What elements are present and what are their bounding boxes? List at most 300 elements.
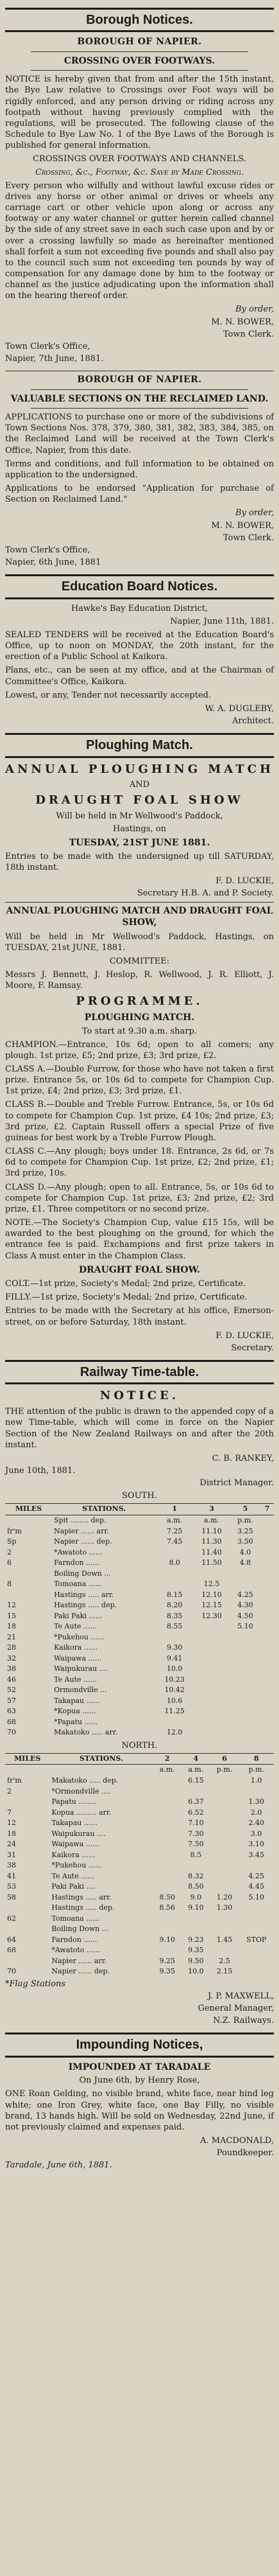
ploughing-signer2-title: Secretary.: [231, 1343, 274, 1353]
railway-signer: C. B. RANKEY,: [212, 1453, 274, 1463]
table-cell: p.m.: [216, 1765, 233, 1774]
education-signer-title: Architect.: [232, 716, 274, 726]
impounding-signer: A. MACDONALD,: [200, 2136, 274, 2146]
table-cell: 7.50: [188, 1840, 204, 1849]
table-cell: [210, 1850, 239, 1861]
table-cell: [193, 1621, 230, 1632]
valuable-signer: M. N. BOWER,: [211, 520, 274, 531]
table-cell: 1.0: [250, 1776, 262, 1785]
table-cell: [260, 1600, 274, 1611]
table-cell: 5.10: [248, 1892, 264, 1901]
ploughing-line2: AND: [129, 780, 150, 790]
table-row: [5, 1776, 274, 1786]
railway-signer-title: District Manager.: [199, 1478, 274, 1488]
table-cell: [5, 1569, 52, 1580]
table-cell: [193, 1696, 230, 1707]
table-cell: a.m.: [167, 1515, 183, 1524]
education-para3: Lowest, or any, Tender not necessarily accepted.: [5, 690, 212, 700]
table-cell: [260, 1526, 274, 1537]
table-cell: 3.0: [250, 1829, 262, 1838]
table-cell: 1.20: [216, 1892, 233, 1901]
table-row: [5, 1860, 274, 1871]
table-cell: 10.0: [166, 1664, 183, 1673]
ploughing-item: CLASS A.—Double Furrow, for those who have not taken a first prize. Entrance 5s, or 10s 6d to compete for Champion Cup. 1st prize, £4; 2nd prize, £3; 3rd prize, £1.: [5, 1064, 274, 1097]
table-cell: 6.15: [188, 1776, 204, 1785]
table-cell: [230, 1685, 260, 1696]
table-cell: [210, 1786, 239, 1797]
table-cell: 63: [7, 1707, 16, 1716]
table-cell: Hastings ..... dep.: [51, 1903, 115, 1912]
table-cell: 6.52: [188, 1808, 204, 1817]
education-office: Hawke's Bay Education District,: [71, 603, 208, 613]
table-cell: [210, 1808, 239, 1819]
table-header-cell: 4: [182, 1753, 210, 1765]
table-cell: 9.35: [159, 1967, 175, 1976]
table-row: [5, 1797, 274, 1808]
table-cell: 11.50: [201, 1558, 222, 1567]
table-cell: 4.45: [248, 1882, 264, 1891]
impounding-header: Impounding Notices,: [76, 2038, 203, 2052]
table-cell: [193, 1727, 230, 1738]
table-row: [5, 1850, 274, 1861]
ploughing-line5: Hastings, on: [113, 824, 166, 834]
table-cell: [153, 1818, 182, 1829]
table-cell: 38: [7, 1664, 16, 1673]
table-row: [5, 1765, 274, 1776]
table-cell: 58: [7, 1892, 16, 1901]
table-cell: 46: [7, 1675, 16, 1684]
table-row: [5, 1818, 274, 1829]
table-cell: [239, 1786, 274, 1797]
table-cell: fr'm: [7, 1776, 22, 1785]
table-cell: [153, 1839, 182, 1850]
table-cell: *Pukehou ......: [54, 1632, 105, 1641]
table-cell: [260, 1664, 274, 1675]
table-header-row: [5, 1753, 274, 1765]
ploughing-committee-label: COMMITTEE:: [109, 956, 170, 966]
table-row: [5, 1643, 274, 1654]
crossing-title: BOROUGH OF NAPIER.: [77, 37, 202, 48]
table-cell: [49, 1765, 153, 1776]
table-cell: Hastings ..... dep.: [54, 1601, 117, 1610]
table-cell: [210, 1818, 239, 1829]
crossing-office: Town Clerk's Office,: [5, 341, 90, 351]
table-cell: [210, 1882, 239, 1892]
newspaper-column: [5, 0, 274, 2180]
table-cell: 41: [7, 1871, 16, 1880]
table-cell: Paki Paki ......: [54, 1611, 103, 1620]
railway-header: Railway Time-table.: [80, 1365, 199, 1380]
table-row: [5, 1829, 274, 1840]
south-timetable: [5, 1503, 274, 1738]
table-cell: Sp: [7, 1537, 17, 1546]
table-cell: *Papatu ......: [54, 1717, 98, 1726]
crossing-notice: [5, 36, 274, 364]
table-cell: Te Aute ......: [51, 1871, 95, 1880]
table-cell: 8.5: [190, 1850, 202, 1859]
table-cell: Waipukurau ....: [54, 1664, 108, 1673]
table-cell: Waipawa ......: [54, 1654, 102, 1663]
table-cell: [5, 1765, 49, 1776]
table-cell: [260, 1515, 274, 1526]
crossing-para3: Crossing, &c., Footway, &c. Save by Made Crossing.: [35, 167, 244, 177]
borough-header-band: [5, 8, 274, 32]
table-cell: 9.50: [188, 1956, 204, 1965]
valuable-office: Town Clerk's Office,: [5, 545, 90, 555]
table-row: [5, 1808, 274, 1819]
table-cell: Makatoko ..... dep.: [51, 1776, 119, 1785]
table-cell: 31: [7, 1850, 16, 1859]
impounding-date-line: On June 6th, by Henry Rose,: [79, 2076, 200, 2086]
table-cell: [239, 1860, 274, 1871]
table-cell: 5.10: [237, 1622, 253, 1631]
table-cell: [260, 1569, 274, 1580]
table-cell: *Ormondville ....: [51, 1786, 111, 1795]
table-cell: 7.10: [188, 1819, 204, 1828]
education-para2: Plans, etc., can be seen at my office, and at the Chairman of Committee's Office, Kaikora.: [5, 666, 274, 687]
table-cell: [5, 1515, 52, 1526]
table-cell: 4.8: [239, 1558, 251, 1567]
ploughing-signer2: F. D. LUCKIE,: [216, 1330, 274, 1341]
valuable-signer-title: Town Clerk.: [223, 533, 274, 543]
table-cell: [230, 1569, 260, 1580]
divider: [31, 408, 248, 409]
table-cell: 18: [7, 1622, 16, 1631]
table-cell: 10.23: [164, 1675, 185, 1684]
valuable-order: By order,: [235, 508, 274, 518]
ploughing-item: CLASS D.—Any plough; open to all. Entrance, 5s, or 10s 6d to compete for Champion Cup. 1st prize, £3; 2nd prize, £2; 3rd prize, £1. Three competitors or no second prize.: [5, 1182, 274, 1214]
table-cell: a.m.: [188, 1765, 204, 1774]
table-header-cell: 2: [153, 1753, 182, 1765]
railway-notice: [5, 1388, 274, 2026]
table-cell: [230, 1717, 260, 1728]
table-cell: [193, 1569, 230, 1580]
crossing-signer: M. N. BOWER,: [211, 317, 274, 327]
valuable-para2: Terms and conditions, and full information to be obtained on application to the undersigned.: [5, 459, 274, 480]
table-cell: Boiling Down ...: [51, 1925, 109, 1934]
railway-para1: THE attention of the public is drawn to the appended copy of a new Time-table, which will come in force on the Napier Section of the New Zealand Railways on and after the 20th instant.: [5, 1407, 274, 1450]
table-cell: Tomoana ......: [54, 1580, 102, 1589]
table-cell: [239, 1903, 274, 1914]
table-cell: 9.35: [188, 1946, 204, 1955]
table-cell: Kaikora ......: [51, 1850, 96, 1859]
table-cell: 8.35: [166, 1611, 183, 1620]
table-cell: 38: [7, 1861, 16, 1870]
table-row: [5, 1882, 274, 1892]
table-cell: [260, 1696, 274, 1707]
table-cell: 68: [7, 1717, 16, 1726]
table-cell: 8.20: [166, 1601, 183, 1610]
borough-header: Borough Notices.: [86, 13, 193, 27]
table-cell: Kaikora ......: [54, 1643, 97, 1652]
table-cell: 7: [7, 1808, 12, 1817]
table-cell: 57: [7, 1696, 16, 1705]
impounding-signer-title: Poundkeeper.: [216, 2148, 274, 2158]
table-header-cell: 3: [193, 1504, 230, 1515]
table-cell: *Pukehou ......: [51, 1861, 102, 1870]
table-cell: [230, 1706, 260, 1717]
table-row: [5, 1632, 274, 1643]
table-cell: fr'm: [7, 1526, 22, 1535]
table-row: [5, 1537, 274, 1548]
table-cell: 70: [7, 1967, 16, 1976]
ploughing-signer: F. D. LUCKIE,: [216, 876, 274, 887]
ploughing-match-start: To start at 9.30 a.m. sharp.: [82, 1026, 197, 1036]
table-header-cell: 5: [230, 1504, 260, 1515]
table-cell: [260, 1590, 274, 1601]
table-cell: 3.45: [248, 1850, 264, 1859]
table-cell: 9.10: [188, 1903, 204, 1912]
table-cell: 64: [7, 1935, 16, 1944]
table-header-cell: 7: [260, 1504, 274, 1515]
table-cell: [153, 1871, 182, 1882]
impounding-place-date: Taradale, June 6th, 1881.: [5, 2160, 112, 2171]
divider: [31, 51, 248, 52]
table-row: [5, 1935, 274, 1946]
table-cell: 10.0: [188, 1967, 204, 1976]
table-header-cell: MILES: [5, 1504, 52, 1515]
table-cell: [182, 1786, 210, 1797]
table-cell: Waipawa ......: [51, 1840, 99, 1849]
table-row: [5, 1914, 274, 1925]
table-cell: [230, 1675, 260, 1686]
table-cell: 28: [7, 1643, 16, 1652]
education-header-band: [5, 574, 274, 599]
table-cell: Takapau ......: [51, 1819, 97, 1828]
table-cell: p.m.: [248, 1765, 264, 1774]
ploughing-foal-title: DRAUGHT FOAL SHOW.: [79, 1264, 200, 1275]
ploughing-match-title: PLOUGHING MATCH.: [84, 1012, 195, 1023]
table-cell: [193, 1717, 230, 1728]
north-label: NORTH.: [121, 1740, 158, 1751]
crossing-subtitle: CROSSING OVER FOOTWAYS.: [63, 55, 216, 66]
table-cell: [230, 1696, 260, 1707]
table-cell: Takapau ......: [54, 1696, 100, 1705]
table-cell: 53: [7, 1882, 16, 1891]
table-header-cell: STATIONS.: [49, 1753, 153, 1765]
education-signer: W. A. DUGLEBY,: [205, 703, 274, 714]
table-cell: 8.56: [159, 1903, 175, 1912]
table-cell: 21: [7, 1632, 16, 1641]
railway-signer2-org: N.Z. Railways.: [213, 2016, 274, 2026]
table-row: [5, 1871, 274, 1882]
valuable-para1: APPLICATIONS to purchase one or more of the subdivisions of Town Sections Nos. 378, 379, 380, 381, 382, 383, 384, 385, on the Reclaimed Land will be received at the Town Clerk's Office, Napier, from this date.: [5, 412, 274, 455]
table-cell: [193, 1706, 230, 1717]
table-row: [5, 1892, 274, 1903]
ploughing-line6: TUESDAY, 21ST JUNE 1881.: [69, 837, 210, 848]
table-header-cell: MILES: [5, 1753, 49, 1765]
divider: [5, 902, 274, 903]
table-cell: Waipukurau ....: [51, 1829, 106, 1838]
table-cell: [230, 1727, 260, 1738]
table-cell: 1.30: [248, 1797, 264, 1806]
table-row: [5, 1839, 274, 1850]
table-cell: [260, 1675, 274, 1686]
divider: [31, 389, 248, 390]
table-cell: 11.30: [201, 1537, 222, 1546]
ploughing-line4: Will be held in Mr Wellwood's Paddock,: [56, 811, 223, 822]
table-row: [5, 1664, 274, 1675]
table-cell: 8.15: [166, 1590, 183, 1599]
crossing-signer-title: Town Clerk.: [223, 329, 274, 339]
valuable-title: BOROUGH OF NAPIER.: [77, 375, 202, 385]
table-cell: Farndon ......: [51, 1935, 97, 1944]
table-cell: [260, 1643, 274, 1654]
table-cell: 9.41: [166, 1654, 183, 1663]
railway-date: June 10th, 1881.: [5, 1466, 76, 1476]
table-row: [5, 1579, 274, 1590]
table-cell: Farndon ......: [54, 1558, 100, 1567]
table-cell: [260, 1727, 274, 1738]
table-cell: 9.23: [188, 1935, 204, 1944]
table-cell: 8.55: [166, 1622, 183, 1631]
table-cell: [210, 1945, 239, 1956]
table-cell: [210, 1914, 239, 1925]
table-cell: 9.30: [166, 1643, 183, 1652]
table-cell: 12: [7, 1601, 16, 1610]
table-cell: [193, 1664, 230, 1675]
table-cell: 70: [7, 1728, 16, 1737]
crossing-date: Napier, 7th June, 1881.: [5, 354, 104, 364]
table-row: [5, 1706, 274, 1717]
table-row: [5, 1558, 274, 1569]
valuable-para3: Applications to be endorsed "Application for purchase of Section on Reclaimed Land.": [5, 484, 274, 505]
table-cell: [239, 1924, 274, 1935]
education-notice: [5, 603, 274, 727]
railway-signer2-title: General Manager,: [198, 2004, 274, 2014]
table-cell: 3.10: [248, 1840, 264, 1849]
table-cell: [260, 1579, 274, 1590]
impounding-header-band: [5, 2033, 274, 2057]
ploughing-item: CLASS B.—Double and Treble Furrow. Entrance, 5s, or 10s 6d to compete for Champion Cup. 1st prize, £4 10s; 2nd prize, £3; 3rd prize, £2. Captain Russell offers a special Prize of five guineas for best work by a Treble Furrow Plough.: [5, 1100, 274, 1143]
valuable-notice: [5, 374, 274, 568]
table-cell: [230, 1632, 260, 1643]
table-cell: [153, 1797, 182, 1808]
table-row: [5, 1786, 274, 1797]
table-cell: [5, 1797, 49, 1808]
impounding-notice: [5, 2061, 274, 2171]
table-cell: *Kopua ......: [54, 1707, 96, 1716]
education-header: Education Board Notices.: [61, 579, 218, 594]
table-cell: 12.10: [201, 1590, 222, 1599]
table-cell: 12.15: [201, 1601, 222, 1610]
ploughing-foal-entries: Entries to be made with the Secretary at his office, Emerson-street, on or before Saturday, 18th instant.: [5, 1306, 274, 1327]
table-cell: 1.45: [216, 1935, 233, 1944]
railway-flag: *Flag Stations: [5, 1979, 66, 1989]
table-cell: [156, 1717, 193, 1728]
table-cell: [193, 1675, 230, 1686]
table-cell: Boiling Down ...: [54, 1569, 111, 1578]
table-cell: [153, 1945, 182, 1956]
ploughing-colt: COLT.—1st prize, Society's Medal; 2nd prize, Certificate.: [5, 1279, 246, 1289]
table-cell: 62: [7, 1914, 16, 1923]
table-header-cell: 1: [156, 1504, 193, 1515]
impounding-title: IMPOUNDED AT TARADALE: [68, 2061, 211, 2072]
ploughing-item: NOTE.—The Society's Champion Cup, value £15 15s, will be awarded to the best ploughing on the ground, for which the entrance fee is paid. Exchampions and first prize takers in Class A must enter in the Champion Class.: [5, 1218, 274, 1261]
table-cell: 10.42: [164, 1686, 185, 1695]
table-cell: 8.50: [188, 1882, 204, 1891]
table-cell: [210, 1924, 239, 1935]
table-cell: [260, 1537, 274, 1548]
table-cell: 12.30: [201, 1611, 222, 1620]
ploughing-committee: Messrs J. Bennett, J. Heslop, R. Wellwood, J. R. Elliott, J. Moore, F. Ramsay.: [5, 970, 274, 991]
table-header-cell: 6: [210, 1753, 239, 1765]
table-header-row: [5, 1504, 274, 1515]
table-cell: [5, 1956, 49, 1967]
ploughing-second-line: Will be held in Mr Wellwood's Paddock, Hastings, on TUESDAY, 21st JUNE, 1881.: [5, 931, 274, 953]
table-cell: Hastings ..... arr.: [51, 1892, 112, 1901]
table-cell: [153, 1776, 182, 1786]
table-cell: 32: [7, 1654, 16, 1663]
table-cell: [239, 1956, 274, 1967]
table-cell: Ormondville ...: [54, 1686, 107, 1695]
education-date: Napier, June 11th, 1881.: [170, 616, 274, 626]
table-cell: 52: [7, 1686, 16, 1695]
table-cell: Spit ........ dep.: [54, 1515, 106, 1524]
table-cell: [210, 1797, 239, 1808]
table-cell: [5, 1590, 52, 1601]
table-cell: [153, 1860, 182, 1871]
valuable-subtitle: VALUABLE SECTIONS ON THE RECLAIMED LAND.: [10, 393, 269, 404]
table-cell: 4.0: [239, 1548, 251, 1557]
table-cell: p.m.: [237, 1515, 253, 1524]
table-cell: [153, 1808, 182, 1819]
table-cell: [239, 1945, 274, 1956]
table-cell: [210, 1829, 239, 1840]
table-cell: 68: [7, 1946, 16, 1955]
table-cell: 7.45: [166, 1537, 183, 1546]
table-row: [5, 1685, 274, 1696]
railway-header-band: [5, 1360, 274, 1384]
table-cell: [182, 1914, 210, 1925]
table-cell: [230, 1643, 260, 1654]
table-cell: 9.25: [159, 1956, 175, 1965]
table-cell: [153, 1914, 182, 1925]
table-row: [5, 1515, 274, 1526]
table-cell: 8.50: [159, 1892, 175, 1901]
ploughing-line1: ANNUAL PLOUGHING MATCH: [5, 762, 274, 776]
ploughing-item: CLASS C.—Any plough; boys under 18. Entrance, 2s 6d, or 7s 6d to compete for Champion Cup. 1st prize, £2; 2nd prize, £1; 3rd prize, 10s.: [5, 1147, 274, 1179]
table-cell: 6.37: [188, 1797, 204, 1806]
table-cell: [260, 1632, 274, 1643]
table-cell: Napier ...... arr.: [54, 1526, 109, 1535]
impounding-para: ONE Roan Gelding, no visible brand, white face, near hind leg white; one Iron Grey, white face, one Bay Filly, no visible brand, 13 hands high. Will be sold on Wednesday, 22nd June, if not previously claimed and expenses paid.: [5, 2089, 274, 2132]
table-cell: [260, 1611, 274, 1622]
table-cell: 3.25: [237, 1526, 253, 1535]
table-cell: 2.5: [219, 1956, 230, 1965]
table-cell: [193, 1643, 230, 1654]
table-cell: [193, 1632, 230, 1643]
table-cell: [5, 1924, 49, 1935]
table-cell: Napier ...... dep.: [54, 1537, 112, 1546]
table-cell: 15: [7, 1611, 16, 1620]
table-row: [5, 1696, 274, 1707]
table-cell: 8.0: [169, 1558, 180, 1567]
table-row: [5, 1590, 274, 1601]
table-cell: [260, 1717, 274, 1728]
table-cell: 3.50: [237, 1537, 253, 1546]
table-cell: 10.6: [166, 1696, 183, 1705]
table-cell: [230, 1654, 260, 1664]
table-cell: [153, 1786, 182, 1797]
railway-title: NOTICE.: [99, 1389, 180, 1403]
table-cell: 4.50: [237, 1611, 253, 1620]
table-cell: 7.25: [166, 1526, 183, 1535]
table-cell: [239, 1914, 274, 1925]
table-row: [5, 1526, 274, 1537]
table-cell: STOP: [246, 1935, 267, 1944]
valuable-date: Napier, 6th June, 1881: [5, 558, 101, 568]
